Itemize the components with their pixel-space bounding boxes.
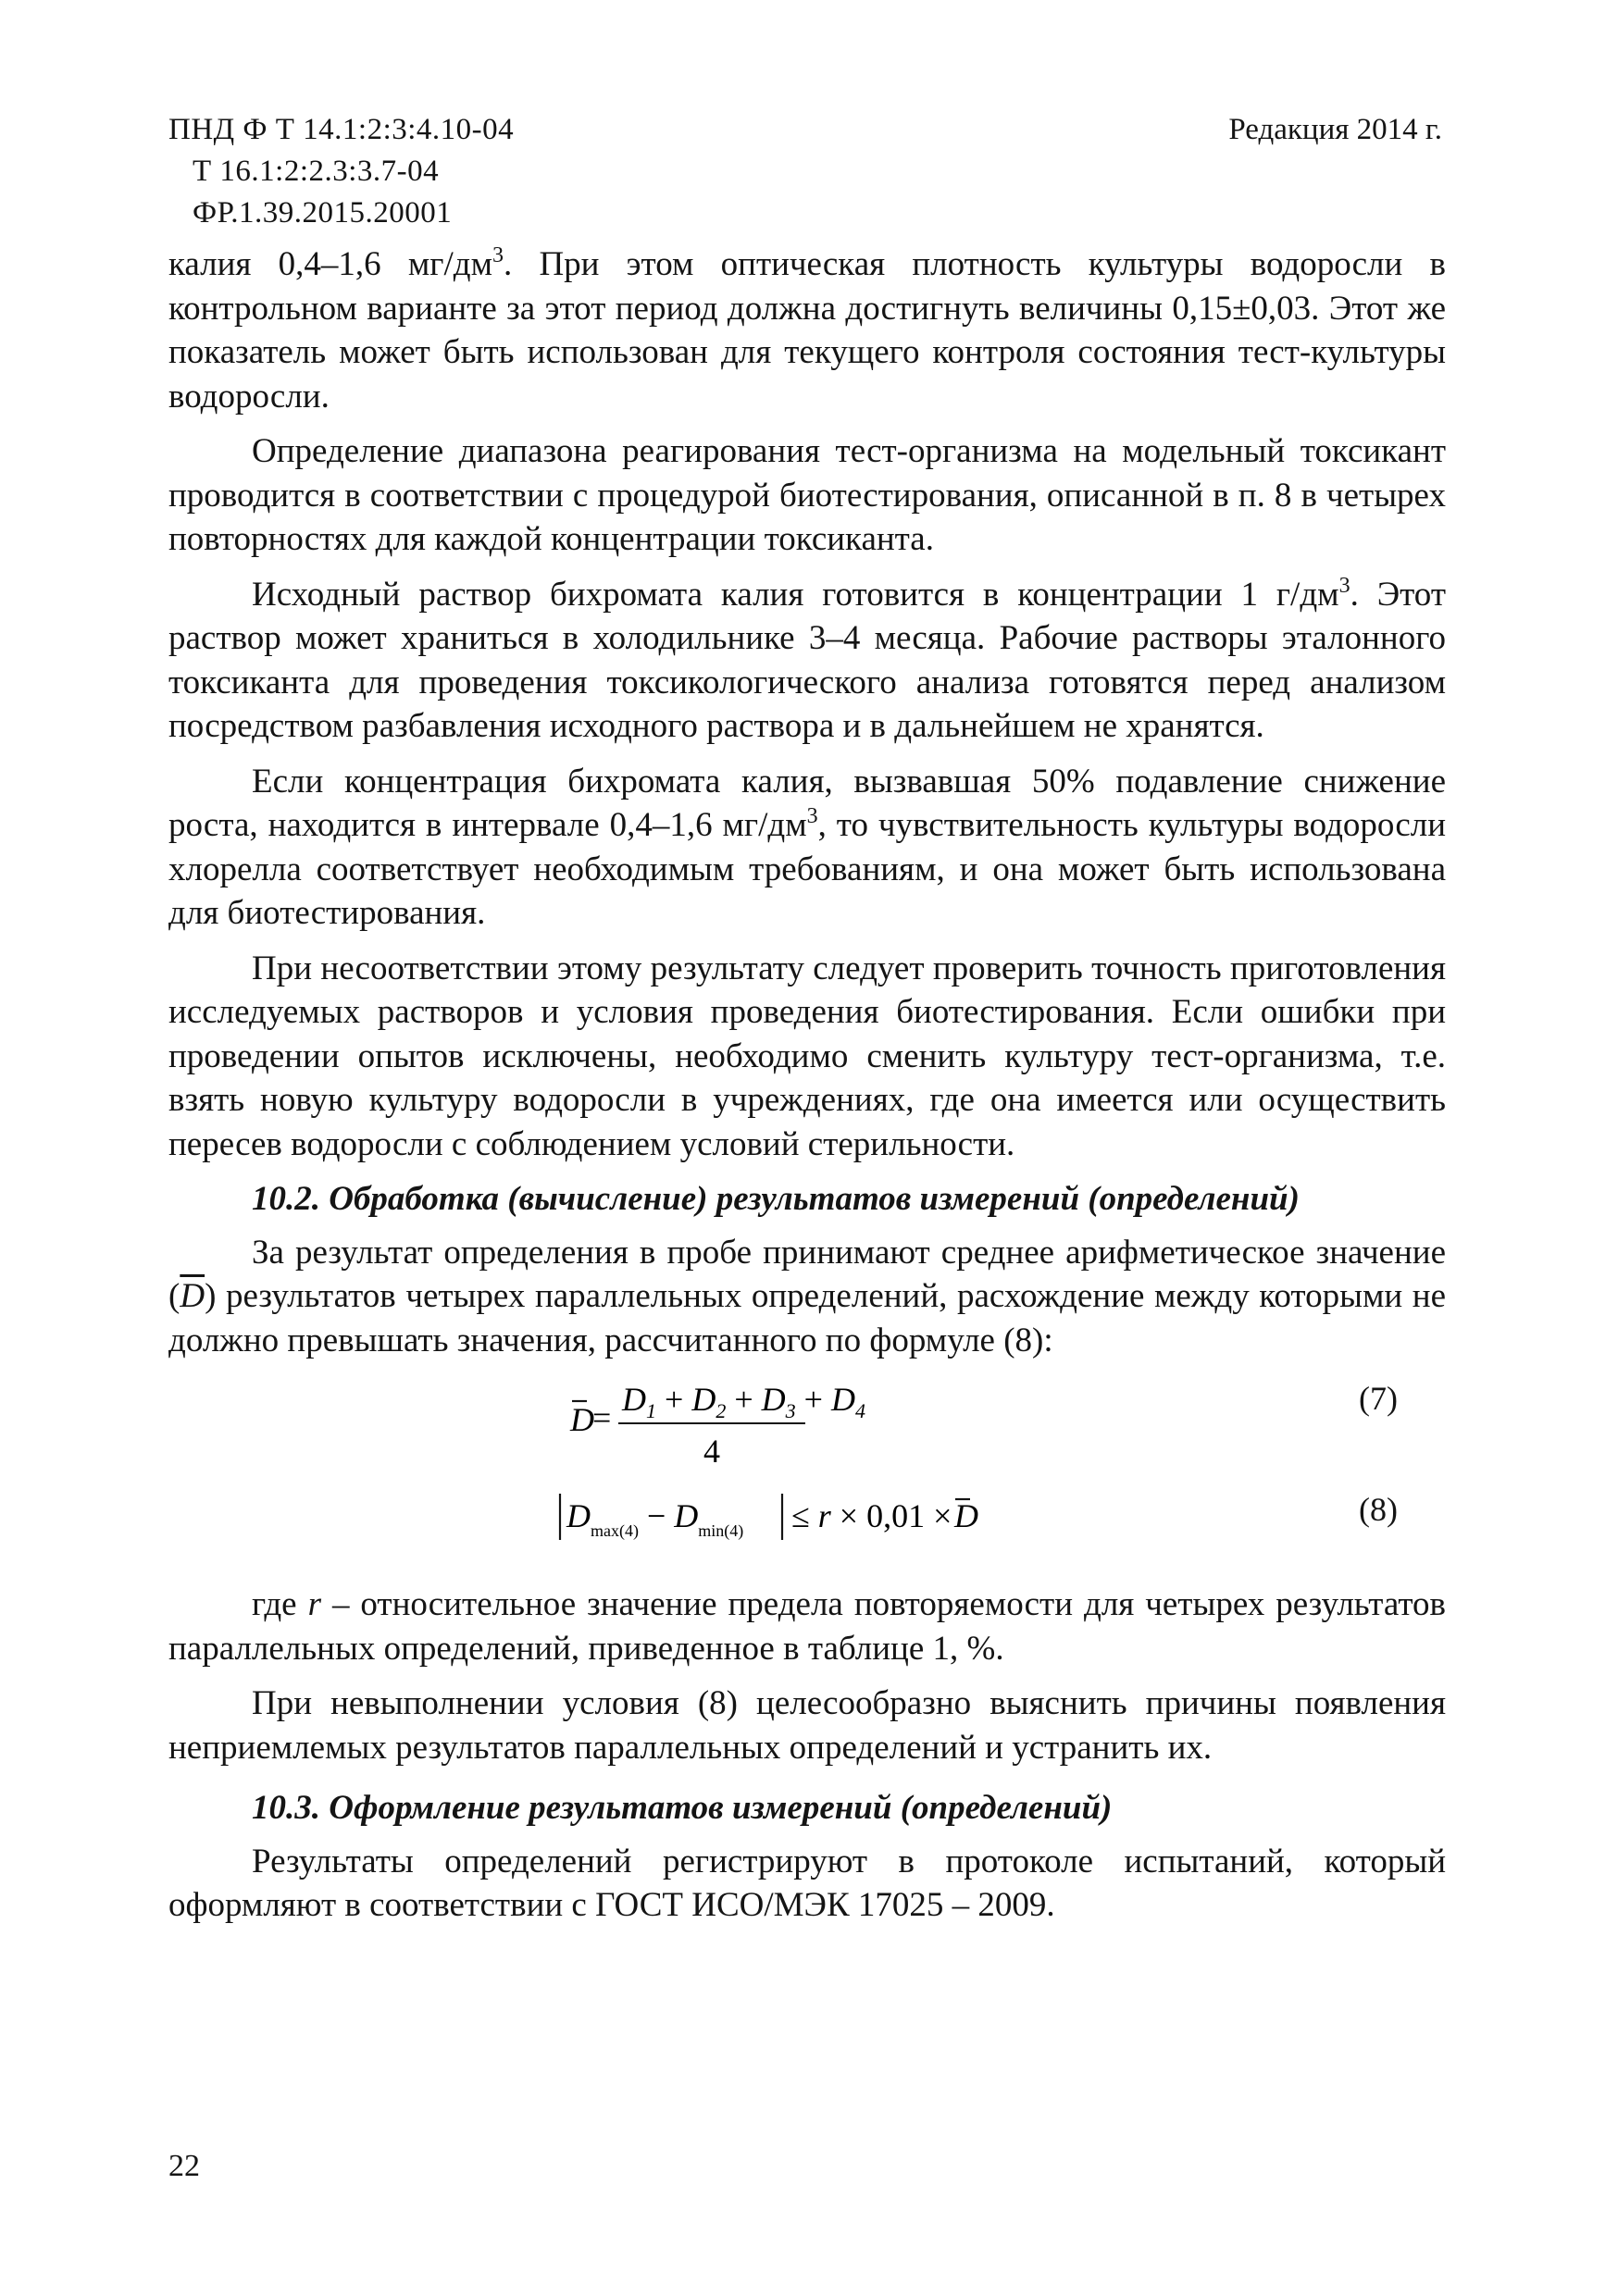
paragraph — [168, 1231, 1446, 1363]
formula-7-lhs: D — [570, 1401, 594, 1438]
paragraph: Результаты определений регистрируют в протоколе испытаний, который оформляют в соответствии с ГОСТ ИСО/МЭК 17025 – 2009. — [168, 1842, 1446, 1924]
paragraph — [168, 760, 1446, 936]
page-number: 22 — [168, 2149, 200, 2183]
doc-code-1: ПНД Ф Т 14.1:2:3:4.10-04 — [168, 113, 515, 146]
text-span: – относительное значение предела повторяемости для четырех результатов параллельных определений, приведенное в таблице 1, %. — [168, 1585, 1446, 1668]
formula-7-numerator: $D_1 + D_2 + D_3 + D_4$ — [622, 1381, 865, 1422]
paragraph-continuation — [168, 242, 1446, 418]
paragraph: Определение диапазона реагирования тест-организма на модельный токсикант проводится в соответствии с процедурой биотестирования, описанной в п. 8 в четырех повторностях для каждой концентрации токсиканта. — [168, 432, 1446, 558]
equation-number-8: (8) — [1359, 1491, 1398, 1528]
doc-code-3: ФР.1.39.2015.20001 — [193, 196, 453, 230]
formulas — [168, 1373, 1446, 1568]
superscript: 3 — [806, 804, 818, 828]
text-span: . При этом оптическая плотность культуры водоросли в контрольном варианте за этот период должна достигнуть величины 0,15±0,03. Этот же показатель может быть использован для текущего контроля состояния тест-культуры водоросли. — [168, 245, 1446, 416]
formula-7 — [569, 1381, 865, 1470]
formula-8-mean: D — [954, 1497, 978, 1534]
formula-7-denominator: 4 — [703, 1433, 720, 1470]
doc-code-2: Т 16.1:2:2.3:3.7-04 — [193, 155, 440, 188]
document-codes — [168, 109, 514, 234]
paragraph: При несоответствии этому результату следует проверить точность приготовления исследуемых растворов и условия проведения биотестирования. Если ошибки при проведении опытов исключены, необходимо сменить культуру тест-организма, т.е. взять новую культуру водоросли в учреждениях, где она имеется или осуществить пересев водоросли с соблюдением условий стерильности. — [168, 949, 1446, 1163]
text-span: Исходный раствор бихромата калия готовится в концентрации 1 г/дм — [252, 575, 1339, 614]
section-heading-10-2: 10.2. Обработка (вычисление) результатов измерений (определений) — [252, 1180, 1300, 1218]
mean-symbol: $\overline{D}$ — [180, 1277, 205, 1315]
formula-8 — [560, 1494, 978, 1541]
formula-8-rhs: ≤ r × 0,01 × — [791, 1497, 952, 1534]
equals-sign: = — [592, 1399, 612, 1436]
text-span: калия 0,4–1,6 мг/дм — [168, 245, 492, 283]
paragraph — [168, 573, 1446, 749]
paragraph: При невыполнении условия (8) целесообразно выяснить причины появления неприемлемых результатов параллельных определений и устранить их. — [168, 1684, 1446, 1767]
text-span: , то чувствительность культуры водоросли хлорелла соответствует необходимым требованиям, и она может быть использована для биотестирования. — [168, 806, 1447, 932]
formula-8-lhs: $D_{max(4)} - D_{min(4)}$ — [566, 1497, 744, 1540]
variable-r: r — [307, 1585, 321, 1623]
equation-number-7: (7) — [1359, 1380, 1398, 1417]
text-span: . Этот раствор может храниться в холодильнике 3–4 месяца. Рабочие растворы эталонного токсиканта для проведения токсикологического анализа готовятся перед анализом посредством разбавления исходного раствора и в дальнейшем не хранятся. — [168, 575, 1446, 745]
text-span: ) результатов четырех параллельных определений, расхождение между которыми не должно превышать значения, рассчитанного по формуле (8): — [168, 1277, 1446, 1359]
section-heading-10-3: 10.3. Оформление результатов измерений (определений) — [252, 1789, 1113, 1827]
paragraph — [168, 1582, 1446, 1670]
text-span: Если концентрация бихромата калия, вызвавшая 50% подавление снижение роста, находится в интервале 0,4–1,6 мг/дм — [168, 762, 1446, 844]
text-span: где — [252, 1585, 308, 1623]
superscript: 3 — [1338, 573, 1350, 598]
text-span: За результат определения в пробе принимают среднее арифметическое значение ( — [168, 1233, 1446, 1315]
superscript: 3 — [492, 243, 504, 267]
document-body — [168, 242, 1446, 1939]
formula-block — [168, 1373, 1446, 1568]
edition-label: Редакция 2014 г. — [1228, 113, 1442, 146]
